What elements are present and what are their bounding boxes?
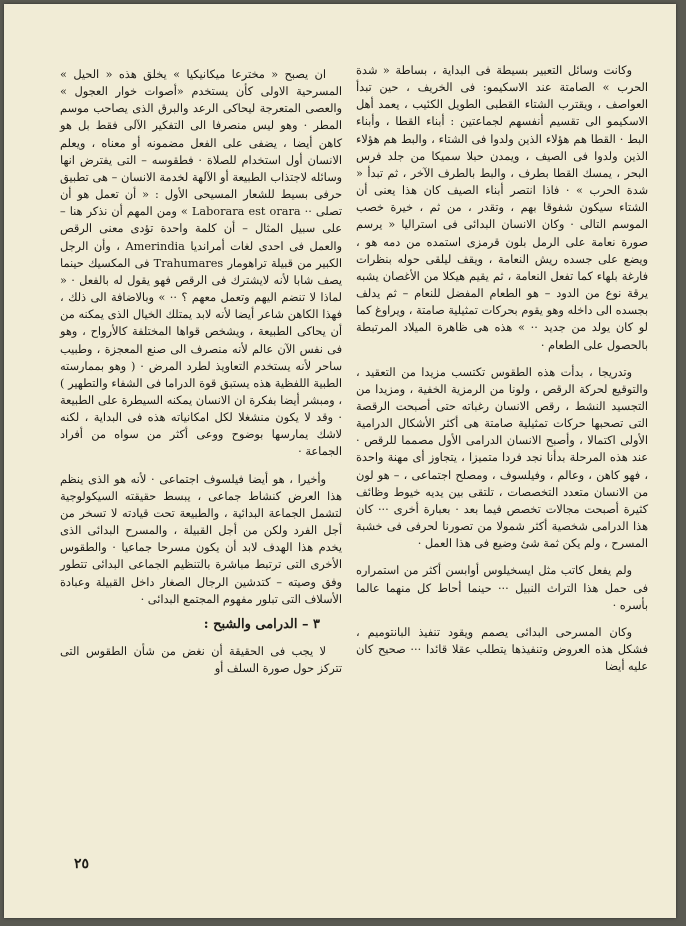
paragraph: وأخيرا ، هو أيضا فيلسوف اجتماعى · لأنه هو الذى ينظم هذا العرض كنشاط جماعى ، يبسط حقيقته السيكولوجية لتشمل الجماعة البدائية ، والطبيعة تحت قيادته لا تسخر من أجل الفرد ولكن من أجل القبيلة ، والمسرح البدائى الذى يخدم هذا الهدف لابد أن يكون مسرحا جماعيا · والطقوس الأخرى التى ترتبط مباشرة بالتنظيم الجماعى البدائى تتطور وفق وصيته – كتدشين الرجال الصغار داخل القبيلة وعبادة الأسلاف التى تبلور مفهوم المجتمع البدائى · <box>60 472 342 606</box>
section-heading: ٣ – الدرامى والشبح : <box>203 616 320 632</box>
paragraph: وكان المسرحى البدائى يصمم ويقود تنفيذ البانتوميم ، فشكل هذه العروض وتنفيذها يتطلب عقلا قائدا ··· صحيح كان عليه أيضا <box>356 625 648 674</box>
paragraph: ان يصبح « مخترعا ميكانيكيا » يخلق هذه « الحيل » المسرحية الاولى كأن يستخدم «أصوات خوار العجول » والعصى المتعرجة ليحاكى الرعد والبرق الذى يصاحب موسم المطر · وهو ليس منصرفا الى التفكير الآلى فقط بل هو كاهن أيضا ، يضفى على الفعل مضمونه أو معناه ، ويعلم الانسان أول استخدام للصلاة · فطقوسه – التى يفترض انها وسائله لاجتذاب الطبيعة أو الآلهة لخدمة الانسان – هى تطبيق حرفى بسيط للشعار المسيحى الأول : « أن تعمل هو أن تصلى ·· Laborara est orara » ومن المهم أن نذكر هنا – على سبيل المثال – أن كلمة واحدة تؤدى معنى الرقص والعمل فى احدى لغات أمرانديا Amerindia ، وأن الرجل الكبير من قبيلة تراهومار Trahumares فى المكسيك حينما يصف شابا لأنه لايشترك فى الرقص فهو يقول له بالفعل · « لماذا لا تنضم اليهم وتعمل معهم ؟ ·· » وبالاضافة الى ذلك ، فهذا الكاهن شاعر أيضا لأنه لابد يمتلك الخيال الذى يمكنه من أن يحاكى الطبيعة ، ويشخص قواها المختلفة كالأرواح ، وهو فى نفس الآن عالم لأنه منصرف الى صنع المعجزة ، وطبيب ساحر لأنه يستخدم التعاويذ لطرد المرض · ( وهو بممارسته الطبية اللفظية هذه يستبق قوة الدراما فى الشفاء والتطهير ) ، ومبشر أيضا بفكرة ان الانسان يمكنه السيطرة على الطبيعة · وقد لا يكون منشغلا لكل امكانياته هذه فى البداية ، لكنه لاشك يمارسها بوضوح ووعى أكثر من سواه من أفراد الجماعة · <box>60 68 342 459</box>
book-page <box>4 4 676 918</box>
paragraph: لا يجب فى الحقيقة أن نغض من شأن الطقوس التى تتركز حول صورة السلف أو <box>60 645 342 676</box>
paragraph: وكانت وسائل التعبير بسيطة فى البداية ، بساطة « شدة الحرب » الصامتة عند الاسكيمو: فى الخريف ، حين تبدأ العواصف ، ويقترب الشتاء القطبى الطويل الكئيب ، يعمد أهل الاسكيمو الى تقسيم أنفسهم لجماعتين : أبناء القطا ، وأبناء البط · القطا هم هؤلاء الذين ولدوا فى الشتاء ، والبط هم هؤلاء الذين ولدوا فى الصيف ، ويمدن حبلا سميكا من جلد فرس البحر ، يمسك القطا بطرف ، والبط بالطرف الآخر ، ثم تبدأ « شدة الحرب » · فاذا انتصر أبناء الصيف كان هذا يعنى أن الشتاء سيكون شفوقا بهم ، وتقدر ، من ثم ، خيرة خصب الموسم التالى · وكان الانسان البدائى فى استراليا « يرسم صورة نعامة على الرمل بلون قرمزى استمده من دمه هو ، ويضع على جسده ريش النعامة ، ويقف ليلقى حوله بنظرات فارغة بلهاء كما تفعل النعامة ، ثم يقيم هيكلا من الأغصان يشبه يرقة نوع من الدود – هو الطعام المفضل للنعام – ثم يدلف بجسده الى داخله وهو يقوم بحركات تمثيلية صامتة ، ويراوغ كما لو كان يولد من جديد ·· » هذه هى ظاهرة الميلاد المرتبطة بالحصول على الطعام · <box>356 64 648 352</box>
left-text-column <box>60 66 342 687</box>
page-number: ٢٥ <box>74 856 90 872</box>
paragraph: ولم يفعل كاتب مثل ايسخيلوس أوابسن أكثر من استمراره فى حمل هذا التراث النبيل ··· حينما أحاط كل منهما عالما بأسره · <box>356 564 648 612</box>
right-text-column <box>356 62 648 685</box>
paragraph: وتدريجا ، بدأت هذه الطقوس تكتسب مزيدا من التعقيد ، والتوقيع لحركة الرقص ، ولونا من الرمزية الخفية ، ومزيدا من التجسيد النشط ، رقص الانسان رغباته حتى أصبحت الرقصة التى تصحبها حركات تمثيلية صامتة هى أكثر الأشكال الدرامية الأولى اكتمالا ، وأصبح الانسان الدرامى الأول مصمما للرقص · عند هذه المرحلة بدأنا نجد فردا متميزا ، يتجاوز أى مهنة واحدة ، فهو كاهن ، وعالم ، وفيلسوف ، ومصلح اجتماعى ، – هو لون من الانسان متعدد التخصصات ، تلتقى بين يديه خيوط وظائف كثيرة أصبحت مجالات تخصص فيما بعد · بعبارة أخرى ··· كان هذا الدرامى شخصية أكثر شمولا من تصورنا لحرفى فى خشبة المسرح ، ولم يكن ثمة شئ وضيع فى هذا العمل · <box>356 365 648 551</box>
